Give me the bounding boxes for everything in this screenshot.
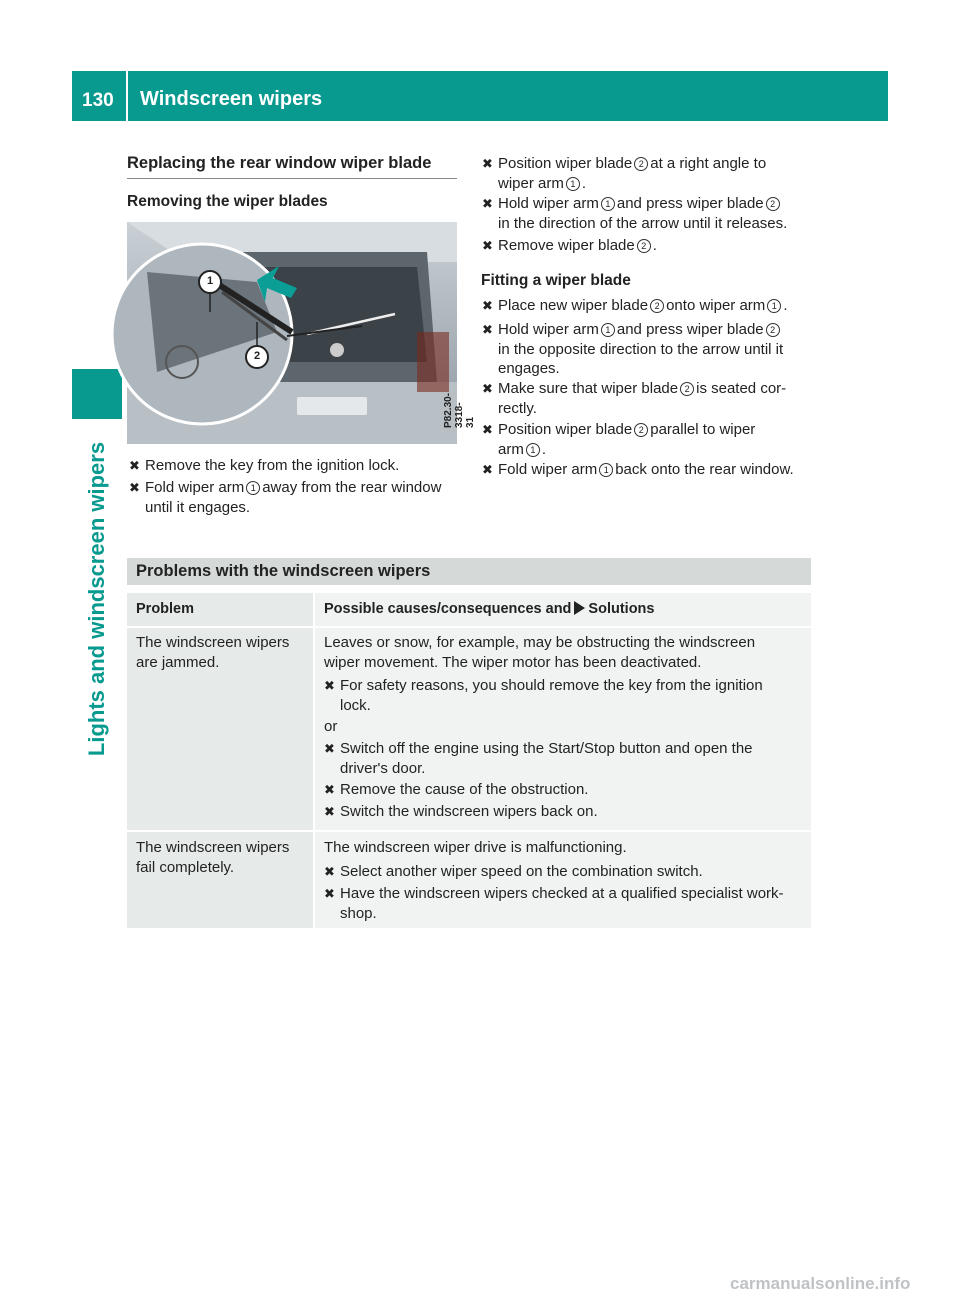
heading-rule: [127, 178, 457, 179]
step-arrow-icon: ✖: [482, 462, 493, 477]
step-arrow-icon: ✖: [324, 678, 335, 693]
step-arrow-icon: ✖: [482, 156, 493, 171]
wiper-illustration-svg: [127, 222, 457, 444]
step-arrow-icon: ✖: [324, 804, 335, 819]
ref-marker: 1: [767, 299, 781, 313]
step-hold-arm: ✖ Hold wiper arm 1 and press wiper blade 2 in the direction of the arrow until it releases.: [482, 195, 788, 232]
solution-remove-cause: ✖ Remove the cause of the obstruction.: [324, 781, 589, 798]
step-arrow-icon: ✖: [324, 741, 335, 756]
solution-select-speed: ✖ Select another wiper speed on the combination switch.: [324, 863, 703, 880]
ref-marker: 1: [526, 443, 540, 457]
cause-fail: The windscreen wiper drive is malfunctioning.: [324, 839, 627, 856]
step-arrow-icon: ✖: [324, 886, 335, 901]
page-number: 130: [82, 90, 114, 111]
step-fold-arm: ✖ Fold wiper arm 1 away from the rear window until it engages.: [129, 479, 442, 516]
problem-jammed: The windscreen wipers are jammed.: [136, 634, 290, 671]
ref-marker: 2: [680, 382, 694, 396]
col-header-problem: Problem: [136, 601, 195, 617]
ref-marker: 2: [634, 157, 648, 171]
side-tab-label: Lights and windscreen wipers: [84, 441, 109, 757]
step-arrow-icon: ✖: [482, 238, 493, 253]
ref-marker: 2: [634, 423, 648, 437]
ref-marker: 1: [566, 177, 580, 191]
step-arrow-icon: ✖: [129, 480, 140, 495]
subheading-fitting: Fitting a wiper blade: [481, 272, 631, 289]
solution-switch-off: ✖ Switch off the engine using the Start/Stop button and open the driver's door.: [324, 740, 753, 777]
problem-fail: The windscreen wipers fail completely.: [136, 839, 290, 876]
callout-2: 2: [254, 350, 261, 362]
watermark: carmanualsonline.info: [730, 1274, 911, 1293]
subheading-removing: Removing the wiper blades: [127, 193, 328, 210]
step-arrow-icon: ✖: [324, 782, 335, 797]
header-divider: [126, 71, 128, 121]
step-hold-arm-fit: ✖ Hold wiper arm 1 and press wiper blade 2 in the opposite direction to the arrow until it engages.: [482, 321, 784, 377]
image-code: P82.30-3318-31: [443, 392, 476, 428]
ref-marker: 2: [766, 323, 780, 337]
ref-marker: 1: [599, 463, 613, 477]
step-arrow-icon: ✖: [129, 458, 140, 473]
step-remove-blade: ✖ Remove wiper blade 2 .: [482, 237, 657, 254]
ref-marker: 2: [637, 239, 651, 253]
step-check-seated: ✖ Make sure that wiper blade 2 is seated cor- rectly.: [482, 380, 787, 417]
solution-switch-on: ✖ Switch the windscreen wipers back on.: [324, 803, 598, 820]
step-arrow-icon: ✖: [482, 422, 493, 437]
solution-have-checked: ✖ Have the windscreen wipers checked at a qualified specialist work- shop.: [324, 885, 784, 922]
cause-jammed: Leaves or snow, for example, may be obstructing the windscreen wiper movement. The wiper motor has been deactivated.: [324, 634, 756, 671]
step-arrow-icon: ✖: [482, 298, 493, 313]
page-title: Windscreen wipers: [140, 88, 323, 110]
ref-marker: 2: [650, 299, 664, 313]
section-heading: Replacing the rear window wiper blade: [127, 154, 432, 172]
step-fold-back: ✖ Fold wiper arm 1 back onto the rear window.: [482, 461, 794, 478]
ref-marker: 2: [766, 197, 780, 211]
ref-marker: 1: [601, 197, 615, 211]
or-text: or: [324, 718, 338, 735]
side-tab-marker: [72, 369, 122, 419]
ref-marker: 1: [246, 481, 260, 495]
side-tab: [72, 436, 122, 762]
step-arrow-icon: ✖: [482, 381, 493, 396]
table-title: Problems with the windscreen wipers: [136, 562, 431, 580]
step-remove-key: ✖ Remove the key from the ignition lock.: [129, 457, 400, 474]
col-header-solutions: Possible causes/consequences and Solutions: [324, 601, 655, 617]
step-arrow-icon: ✖: [482, 322, 493, 337]
step-position-blade: ✖ Position wiper blade 2 at a right angle to wiper arm 1 .: [482, 155, 767, 192]
callout-1: 1: [207, 275, 214, 287]
step-position-parallel: ✖ Position wiper blade 2 parallel to wiper arm 1 .: [482, 421, 756, 458]
step-place-blade: ✖ Place new wiper blade 2 onto wiper arm 1 .: [482, 297, 788, 314]
play-arrow-icon: [574, 601, 585, 615]
solution-remove-key: ✖ For safety reasons, you should remove the key from the ignition lock.: [324, 677, 763, 714]
step-arrow-icon: ✖: [482, 196, 493, 211]
step-arrow-icon: ✖: [324, 864, 335, 879]
wiper-illustration: [127, 222, 476, 444]
ref-marker: 1: [601, 323, 615, 337]
